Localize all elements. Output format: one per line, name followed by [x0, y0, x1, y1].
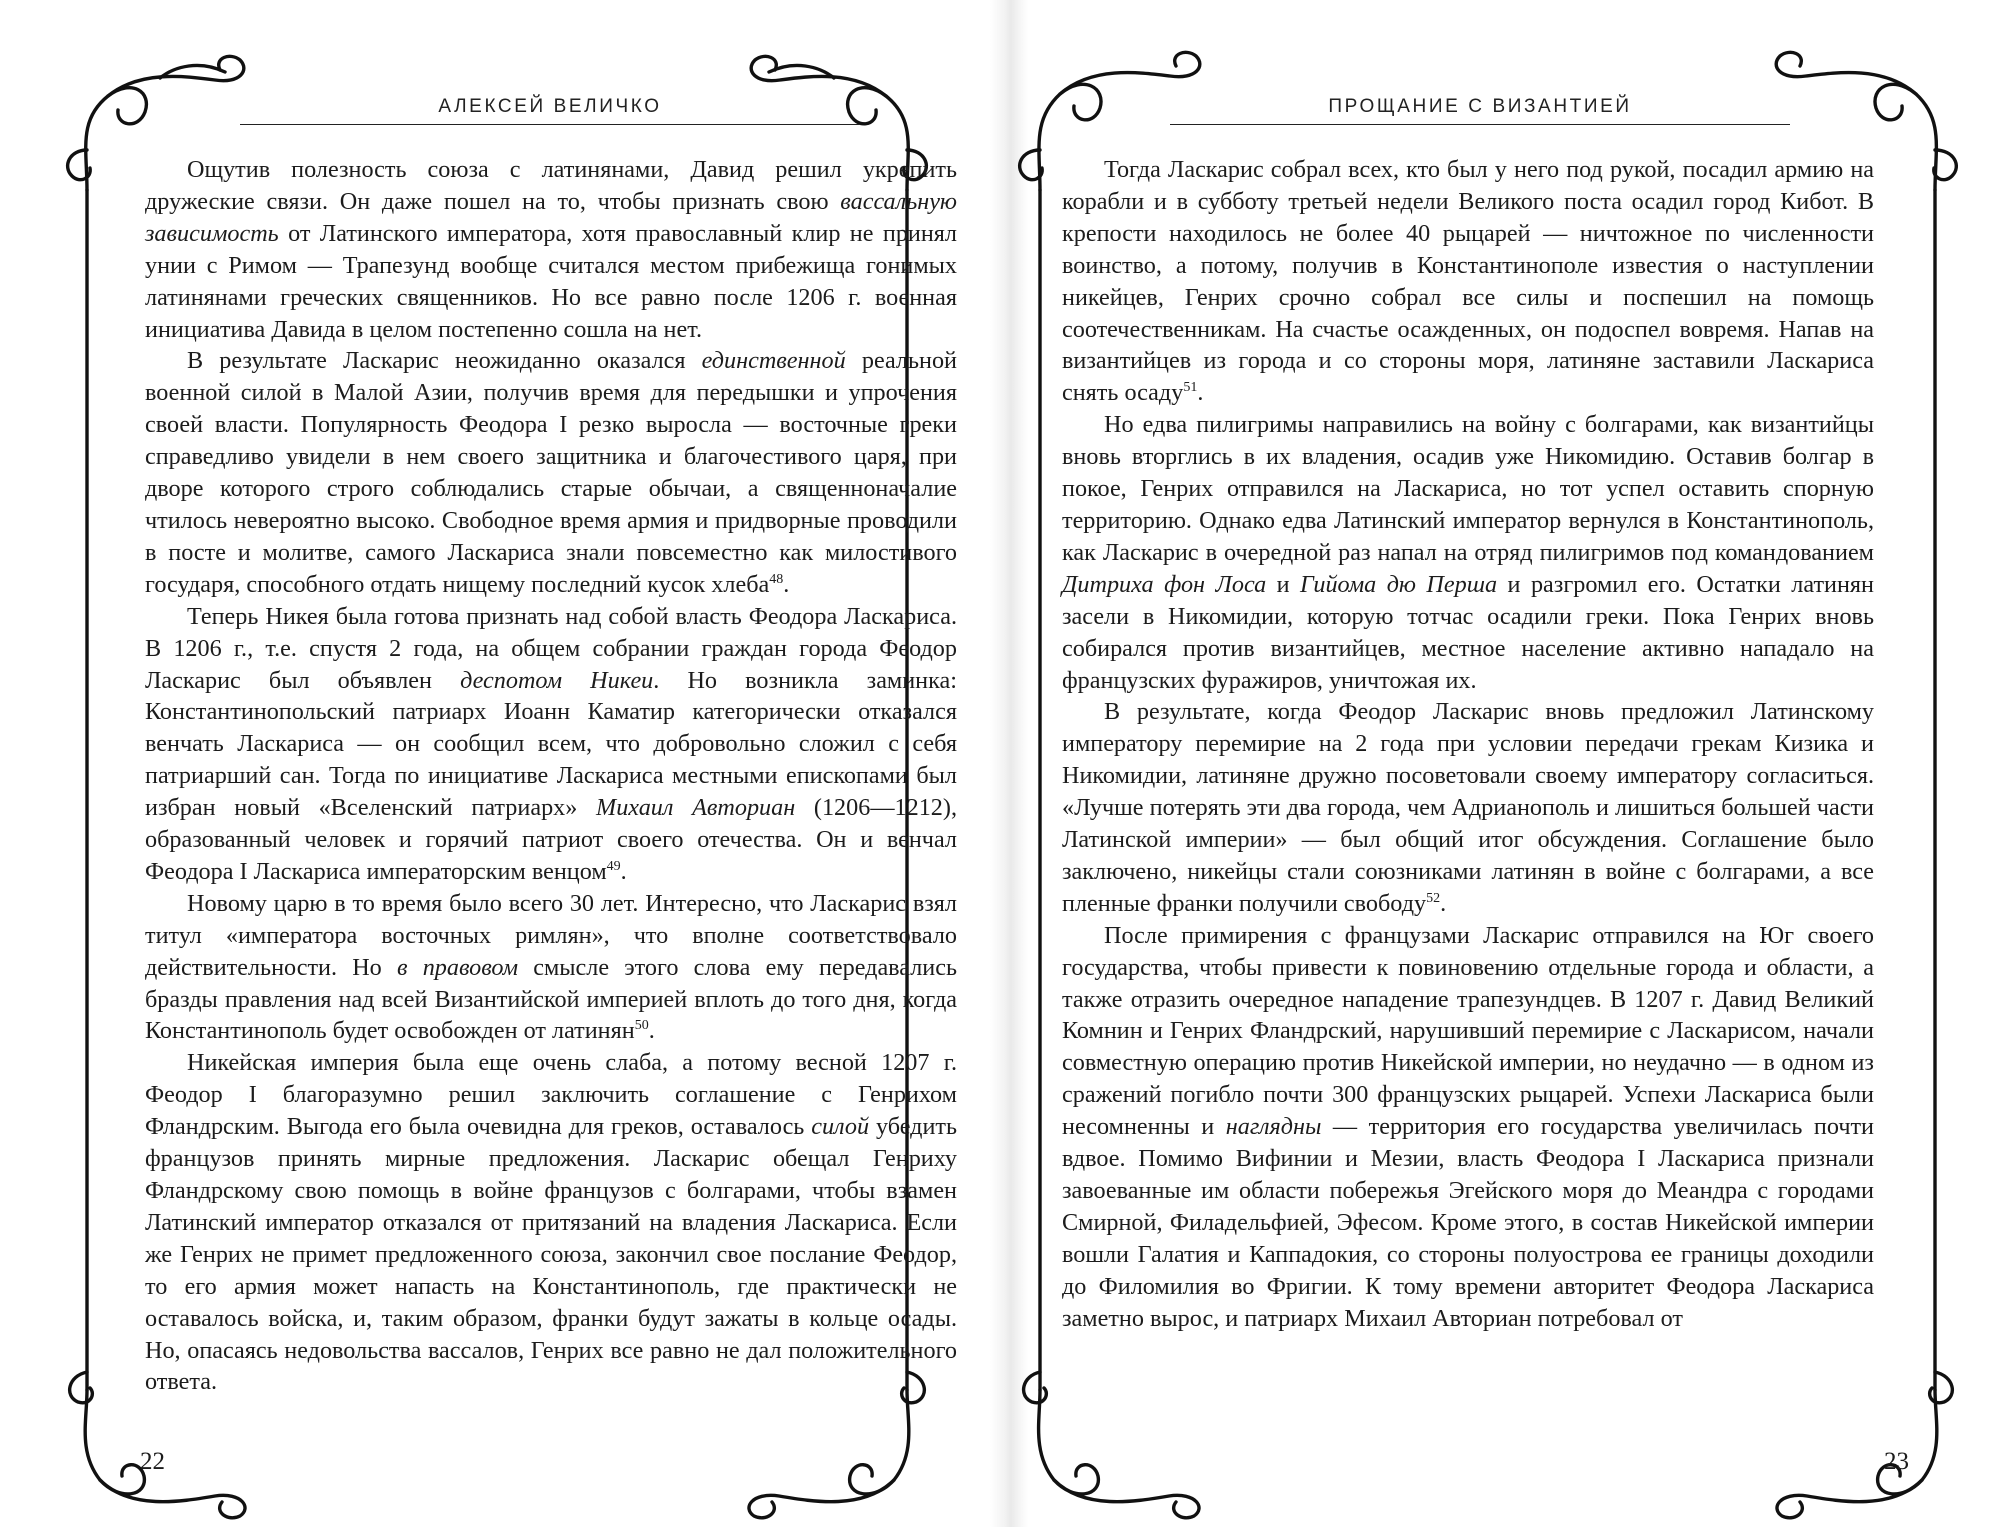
text-run: смысле этого слова ему передавались бразды правления над всей Византийской империей вплоть до того дня, когда Константинополь будет освобожден от латинян: [145, 953, 958, 1045]
page-body-text: [1062, 154, 1874, 1335]
emphasis-text: Михаил Авториан: [596, 794, 796, 822]
paragraph: [145, 601, 957, 888]
text-run: — территория его государства увеличилась почти вдвое. Помимо Вифинии и Мезии, власть Феодора I Ласкариса признали завоеванные им области побережья Эгейского моря до Меандра с городами Смирной, Филадельфией, Эфесом. Кроме этого, в состав Никейской империи вошли Галатия и Каппадокия, со стороны полуострова ее границы доходили до Филомилия во Фригии. К тому времени авторитет Феодора Ласкариса заметно вырос, и патриарх Михаил Авториан потребовал от: [1062, 1113, 1874, 1332]
text-run: После примирения с французами Ласкарис отправился на Юг своего государства, чтобы привести к повиновению отдельные города и области, а также отразить очередное нападение трапезундцев. В 1207 г. Давид Великий Комнин и Генрих Фландрский, нарушивший перемирие с Ласкарисом, начали совместную операцию против Никейской империи, но неудачно — в одном из сражений погибло почти 300 французских рыцарей. Успехи Ласкариса были несомненны и: [1062, 921, 1874, 1141]
emphasis-text: деспотом Никеи: [460, 666, 654, 694]
text-run: Никейская империя была еще очень слаба, а потому весной 1207 г. Феодор I благоразумно решил заключить соглашение с Генрихом Фландрским. Выгода его была очевидна для греков, оставалось: [145, 1049, 957, 1141]
text-run: убедить французов принять мирные предложения. Ласкарис обещал Генриху Фландрскому свою помощь в войне французов с болгарами, чтобы взамен Латинский император отказался от притязаний на владения Ласкариса. Если же Генрих не примет предложенного союза, закончил свое послание Феодор, то его армия может напасть на Константинополь, где практически не оставалось войска, и, таким образом, франки будут зажаты в кольце осады. Но, опасаясь недовольства вассалов, Генрих все равно не дал положительного ответа.: [145, 1113, 957, 1396]
paragraph: [145, 345, 957, 600]
text-run: Ощутив полезность союза с латинянами, Давид решил укрепить дружеские связи. Он даже пошел на то, чтобы признать свою: [145, 156, 957, 215]
text-run: .: [1440, 889, 1447, 917]
paragraph: [1062, 920, 1874, 1335]
running-header: ПРОЩАНИЕ С ВИЗАНТИЕЙ: [1328, 96, 1632, 117]
emphasis-text: Гийома дю Перша: [1300, 570, 1498, 598]
text-run: Новому царю в то время было всего 30 лет. Интересно, что Ласкарис взял титул «императора восточных римлян», что вполне соответствовало действительности. Но: [145, 889, 957, 981]
page-number: 22: [140, 1448, 165, 1475]
emphasis-text: в правовом: [396, 953, 519, 981]
header-rule: [1170, 124, 1790, 125]
paragraph: [1062, 154, 1874, 409]
text-run: и разгромил его. Остатки латинян засели в Никомидии, которую тотчас осадили греки. Пока Генрих вновь собирался против византийцев, местное население активно нападало на французских фуражиров, уничтожая их.: [1062, 570, 1874, 694]
text-run: и: [1266, 570, 1301, 598]
footnote-ref: 49: [606, 858, 621, 874]
header-rule: [240, 124, 860, 125]
text-run: . Но возникла заминка: Константинопольский патриарх Иоанн Каматир категорически отказался венчать Ласкариса — он сообщил всем, что добровольно сложил с себя патриарший сан. Тогда по инициативе Ласкариса местными епископами был избран новый «Вселенский патриарх»: [145, 666, 957, 822]
emphasis-text: Дитриха фон Лоса: [1062, 570, 1267, 598]
paragraph: [145, 1047, 957, 1398]
text-run: реальной военной силой в Малой Азии, получив время для передышки и упрочения своей власти. Популярность Феодора I резко выросла — восточные греки справедливо увидели в нем своего защитника и благочестивого царя, при дворе которого строго соблюдались старые обычаи, а священноначалие чтилось невероятно высоко. Свободное время армия и придворные проводили в посте и молитве, самого Ласкариса знали повсеместно как милостивого государя, способного отдать нищему последний кусок хлеба: [145, 347, 958, 598]
text-run: .: [783, 570, 790, 598]
footnote-ref: 51: [1183, 380, 1198, 396]
emphasis-text: вассальную зависимость: [145, 187, 957, 247]
paragraph: [145, 154, 957, 345]
text-run: Тогда Ласкарис собрал всех, кто был у него под рукой, посадил армию на корабли и в субботу третьей недели Великого поста осадил город Кибот. В крепости находилось не более 40 рыцарей — ничтожное по численности воинство, а потому, получив в Константинополе известия о наступлении никейцев, Генрих срочно собрал все силы и поспешил на помощь соотечественникам. На счастье осажденных, он подоспел вовремя. Напав на византийцев из города и со стороны моря, латиняне заставили Ласкариса снять осаду: [1062, 156, 1874, 407]
text-run: Теперь Никея была готова признать над собой власть Феодора Ласкариса. В 1206 г., т.е. спустя 2 года, на общем собрании граждан города Феодор Ласкарис был объявлен: [145, 602, 957, 694]
footnote-ref: 52: [1426, 890, 1441, 906]
paragraph: [145, 888, 957, 1048]
emphasis-text: силой: [811, 1113, 870, 1141]
page-body-text: [145, 154, 957, 1398]
footnote-ref: 48: [769, 571, 784, 587]
text-run: (1206—1212), образованный человек и горячий патриот своего отечества. Он и венчал Феодора I Ласкариса императорским венцом: [145, 794, 958, 885]
text-run: Но едва пилигримы направились на войну с болгарами, как византийцы вновь вторглись в их владения, осадив уже Никомидию. Оставив болгар в покое, Генрих отправился на Ласкариса, но тот успел оставить спорную территорию. Однако едва Латинский император вернулся в Константинополь, как Ласкарис в очередной раз напал на отряд пилигримов под командованием: [1062, 411, 1874, 566]
paragraph: [1062, 409, 1874, 696]
text-run: от Латинского императора, хотя православный клир не принял унии с Римом — Трапезунд вообще считался местом прибежища гонимых латинянами греческих священников. Но все равно после 1206 г. военная инициатива Давида в целом постепенно сошла на нет.: [145, 219, 957, 343]
page-number: 23: [1884, 1448, 1909, 1475]
emphasis-text: единственной: [701, 347, 846, 375]
text-run: .: [620, 857, 627, 885]
text-run: .: [648, 1017, 655, 1045]
text-run: .: [1197, 379, 1204, 407]
text-run: В результате Ласкарис неожиданно оказался: [187, 347, 702, 375]
text-run: В результате, когда Феодор Ласкарис вновь предложил Латинскому императору перемирие на 2 года при условии передачи грекам Кизика и Никомидии, латиняне дружно посоветовали своему императору согласиться. «Лучше потерять эти два города, чем Адрианополь и лишиться большей части Латинской империи» — был общий итог обсуждения. Соглашение было заключено, никейцы стали союзниками латинян в войне с болгарами, а все пленные франки получили свободу: [1062, 698, 1874, 917]
emphasis-text: наглядны: [1225, 1113, 1322, 1141]
paragraph: [1062, 696, 1874, 919]
running-header: АЛЕКСЕЙ ВЕЛИЧКО: [438, 96, 662, 117]
right-page: [1000, 0, 2000, 1527]
footnote-ref: 50: [634, 1018, 649, 1034]
